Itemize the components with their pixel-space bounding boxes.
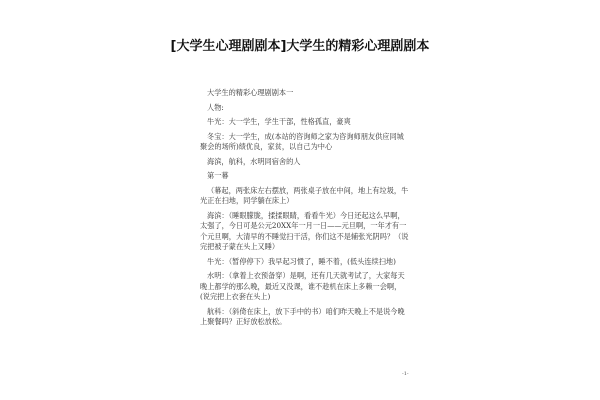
script-heading: 大学生的精彩心理剧剧本一 — [207, 88, 294, 97]
characters-label: 人物: — [207, 102, 224, 112]
dialogue-haibin: 海滨：（睡眼朦胧，揉揉眼睛，看看牛光）今日还起这么早啊，太强了，今日可是公元20XX年一月一日——元旦啊，一年才有一个元旦啊，大清早的不睡觉扫干活，你们这不是辅张光阴吗？（说完把被子蒙在头上又睡） — [200, 210, 409, 251]
page-number: -1- — [402, 371, 409, 377]
character-dongbao: 冬宝：大一学生，成(本站的咨询师之家为咨询师朋友供应同城聚会的场所)绩优良，家贫，以自己为中心 — [200, 131, 404, 151]
character-niuguang: 牛光：大一学生，学生干部，性格孤直，豪爽 — [207, 117, 351, 126]
dialogue-shuiming: 水明：（拿着上衣预备穿）是啊，还有几天就考试了，大家每天晚上都学的那么晚，最近又没课，谁不趁机在床上多赖一会啊，(说完把上衣套在头上) — [200, 271, 405, 301]
dialogue-niuguang: 牛光：（暂停停下）我早起习惯了，睡不着，(低头连续扫地) — [207, 256, 396, 266]
character-roommates: 海滨，航科，水明同宿舍的人 — [207, 156, 301, 166]
document-body — [200, 88, 410, 328]
act-heading: 第一幕 — [207, 171, 229, 180]
dialogue-hangke: 航科：（斜倚在床上，放下手中的书）咱们昨天晚上不是说今晚上聚餐吗？正好放松放松。 — [200, 306, 405, 326]
document-title: [大学生心理剧剧本]大学生的精彩心理剧剧本 — [170, 39, 430, 54]
stage-direction: （幕起，两张床左右摆放，两张桌子放在中间，地上有垃圾，牛光正在扫地，同学躺在床上） — [200, 185, 409, 205]
